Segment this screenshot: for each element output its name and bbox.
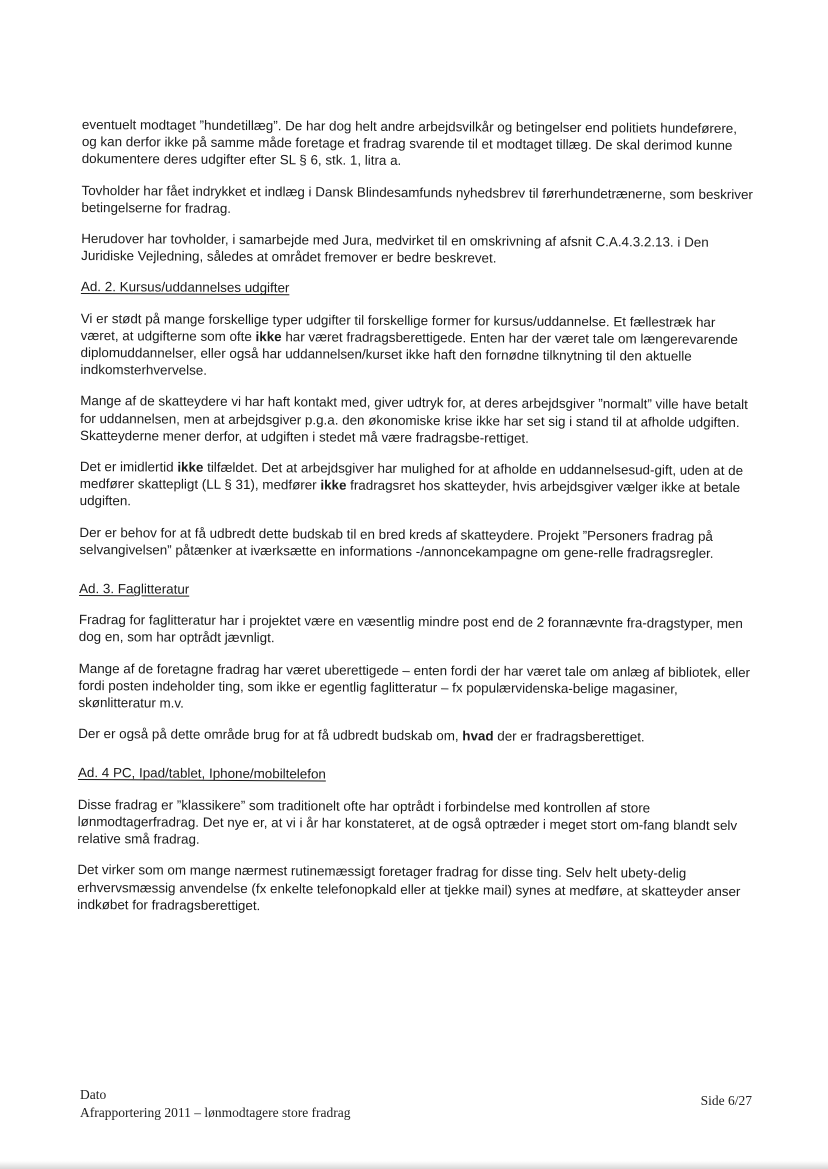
section-heading-faglitteratur: Ad. 3. Faglitteratur	[79, 581, 190, 597]
paragraph-faglitteratur-1: Fradrag for faglitteratur har i projektet være en væsentlig mindre post end de 2 forannævnte fra-dragstyper, men dog en, som har optrådt jævnligt.	[78, 612, 743, 646]
paragraph-intro-1: eventuelt modtaget ”hundetillæg”. De har dog helt andre arbejdsvilkår og betingelser end politiets hundeførere, og kan derfor ikke på samme måde foretage et fradrag svarende til et modtaget tillæg. De skal derimod kunne dokumentere deres udgifter efter SL § 6, stk. 1, litra a.	[81, 116, 738, 169]
paragraph-pc-1: Disse fradrag er ”klassikere” som traditionelt ofte har optrådt i forbindelse med kontrollen af store lønmodtagerfradrag. Det nye er, at vi i år har konstateret, at de også optræder i meget stort om-fang blandt selv relative små fradrag.	[77, 796, 738, 847]
paragraph-pc-2: Det virker som om mange nærmest rutinemæssigt foretager fradrag for disse ting. Selv helt ubety-delig erhvervsmæssig anvendelse (fx enkelte telefonopkald eller at tjekke mail) synes at medføre, at skatteyder anser indkøbet for fradragsberettiget.	[77, 862, 741, 913]
paragraph-faglitteratur-3	[78, 725, 750, 746]
footer-report-title: Afrapportering 2011 – lønmodtagere store fradrag	[80, 1105, 351, 1120]
text-run: Vi er stødt på mange forskellige typer udgifter til forskellige former for kursus/uddannelse. Et fællestræk har været, at udgifterne som ofte	[80, 310, 716, 344]
paragraph-kursus-4: Der er behov for at få udbredt dette budskab til en bred kreds af skatteydere. Projekt ”Personers fradrag på selvangivelsen” påtænker at iværksætte en informations -/annoncekampagne om gene-relle fradragsregler.	[79, 524, 714, 561]
text-run: har været fradragsberettigede. Enten har der været tale om længerevarende diplomuddannelser, eller også har uddannelsen/kurset ikke haft den fornødne tilknytning til den aktuelle indkomsterhvervelse.	[80, 329, 738, 379]
footer-date-label: Dato	[80, 1087, 107, 1102]
text-run: der er fradragsberettiget.	[493, 728, 645, 745]
emphasis-ikke: ikke	[177, 459, 204, 475]
paragraph-kursus-1	[80, 310, 752, 383]
paragraph-intro-2: Tovholder har fået indrykket et indlæg i Dansk Blindesamfunds nyhedsbrev til førerhundetrænerne, som beskriver betingelserne for fradrag.	[81, 182, 753, 216]
paragraph-intro-3: Herudover har tovholder, i samarbejde med Jura, medvirket til en omskrivning af afsnit C.A.4.3.2.13. i Den Juridiske Vejledning, således at området fremover er bedre beskrevet.	[81, 231, 709, 266]
paragraph-kursus-2: Mange af de skatteydere vi har haft kontakt med, giver udtryk for, at deres arbejdsgiver ”normalt” ville have betalt for uddannelsen, men at arbejdsgiver p.g.a. den økonomiske krise ikke har set sig i stand til at afholde udgiften. Skatteyderne mener derfor, at udgiften i stedet må være fradragsbe-rettiget.	[80, 393, 748, 446]
paragraph-faglitteratur-2: Mange af de foretagne fradrag har været uberettigede – enten fordi der har været tale om anlæg af bibliotek, eller fordi posten indeholder ting, som ikke er egentlig faglitteratur – fx populærvidenska-belige magasiner, skønlitteratur m.v.	[78, 660, 751, 711]
scan-edge	[0, 1161, 828, 1169]
document-body	[77, 116, 754, 931]
emphasis-ikke: ikke	[320, 477, 347, 493]
text-run: fradragsret hos skatteyder, hvis arbejdsgiver vælger ikke at betale udgiften.	[79, 477, 741, 509]
footer-page-number: Side 6/27	[700, 1093, 752, 1108]
text-run: Der er også på dette område brug for at få udbredt budskab om,	[78, 726, 463, 744]
text-run: Det er imidlertid	[79, 459, 178, 475]
section-heading-kursus: Ad. 2. Kursus/uddannelses udgifter	[80, 279, 290, 296]
page-footer	[80, 1086, 756, 1122]
paragraph-kursus-3	[80, 458, 752, 514]
emphasis-ikke: ikke	[255, 328, 282, 345]
text-run: tilfældet. Det at arbejdsgiver har mulighed for at afholde en uddannelsesud-gift, uden at de medfører skattepligt (LL § 31), medfører	[79, 459, 744, 493]
section-heading-pc-ipad: Ad. 4 PC, Ipad/tablet, Iphone/mobiltelefon	[77, 765, 326, 782]
emphasis-hvad: hvad	[462, 728, 494, 744]
